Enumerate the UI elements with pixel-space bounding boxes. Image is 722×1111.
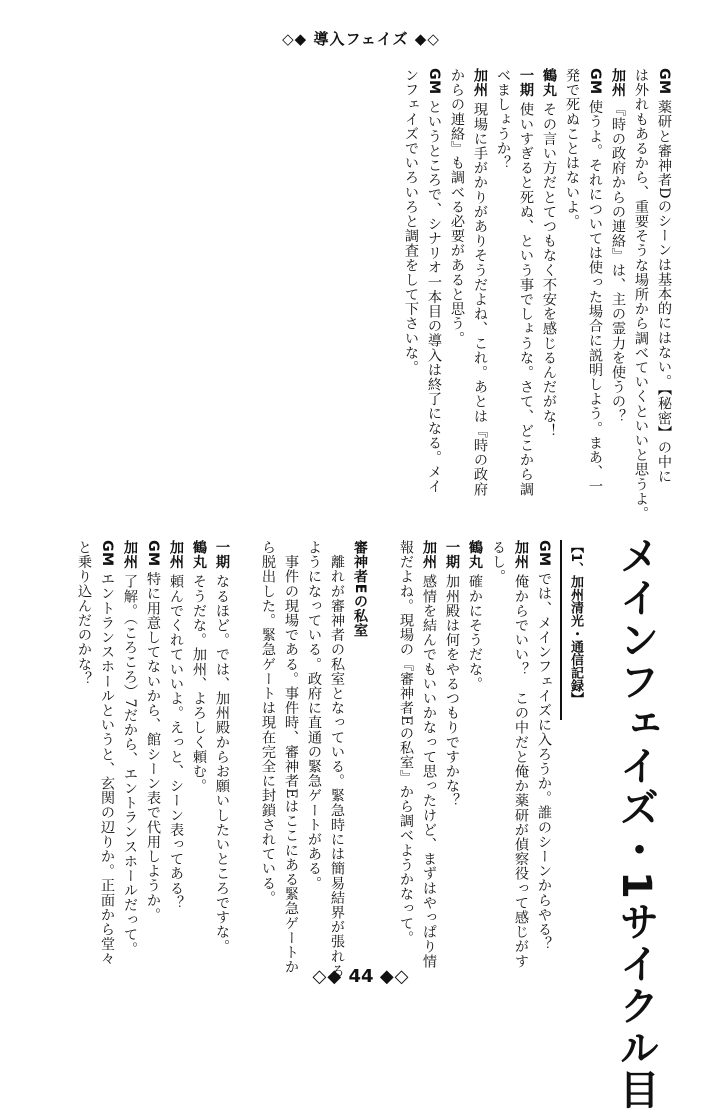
dialogue-line xyxy=(560,68,583,508)
dialogue-text: ンフェイズでいろいろと調査をして下さいな。 xyxy=(403,68,419,375)
dialogue-text: 加州殿は何をやるつもりですかな？ xyxy=(444,574,460,808)
dialogue-text: 使うよ。それについては使った場合に説明しよう。まあ、一 xyxy=(587,99,603,494)
dialogue-line xyxy=(445,68,468,508)
dialogue-line xyxy=(629,68,652,521)
speaker-label: GM xyxy=(99,540,115,567)
chapter-title: メインフェイズ・1サイクル目 xyxy=(613,535,659,1111)
dialogue-text: というところで、シナリオ一本目の導入は終了になる。メイ xyxy=(426,99,442,494)
speaker-label: 加州 xyxy=(421,540,437,570)
dialogue-line xyxy=(118,540,141,957)
header-left-ornament: ◇◆ xyxy=(282,30,308,48)
dialogue-text: では、メインフェイズに入ろうか。誰のシーンからやる？ xyxy=(536,571,552,952)
dialogue-text: エントランスホールというと、玄関の辺りか。正面から堂々 xyxy=(99,571,115,966)
top-dialogue-block xyxy=(403,68,675,521)
speaker-label: GM xyxy=(587,68,603,95)
speaker-label: 一期 xyxy=(214,540,230,570)
dialogue-line xyxy=(233,540,256,940)
dialogue-line xyxy=(417,540,440,969)
dialogue-text: 離れが審神者の私室となっている。緊急時には簡易結界が張れる xyxy=(329,540,345,978)
page-footer xyxy=(0,966,722,987)
speaker-label: 鶴丸 xyxy=(467,540,483,570)
dialogue-line xyxy=(164,540,187,940)
speaker-label: 加州 xyxy=(168,540,184,570)
speaker-label: 一期 xyxy=(518,68,534,98)
dialogue-line xyxy=(325,540,348,978)
section-title: 【1、加州清光・通信記録】 xyxy=(560,540,588,720)
footer-right-ornament: ◆◇ xyxy=(379,966,410,987)
dialogue-line xyxy=(95,540,118,966)
speaker-label: 加州 xyxy=(472,68,488,98)
dialogue-text: 報だよね。現場の『審神者Eの私室』から調べようかなって。 xyxy=(398,540,414,945)
dialogue-line xyxy=(440,540,463,940)
dialogue-line xyxy=(279,540,302,975)
dialogue-line xyxy=(491,68,514,508)
speaker-label: 加州 xyxy=(610,68,626,98)
dialogue-line xyxy=(652,68,675,508)
footer-left-ornament: ◇◆ xyxy=(312,966,343,987)
dialogue-text: 了解。（ころころ）7だから、エントランスホールだって。 xyxy=(122,574,138,957)
dialogue-text: 『時の政府からの連絡』は、主の霊力を使うの？ xyxy=(610,102,626,424)
speaker-label: 一期 xyxy=(444,540,460,570)
dialogue-line xyxy=(187,540,210,940)
dialogue-line xyxy=(210,540,233,954)
speaker-label: GM xyxy=(656,68,672,95)
dialogue-text: べましょうか？ xyxy=(495,68,511,171)
dialogue-text: ようになっている。政府に直通の緊急ゲートがある。 xyxy=(306,540,322,891)
dialogue-text: は外れもあるから、重要そうな場所から調べていくといいと思うよ。 xyxy=(633,68,649,521)
dialogue-text: 感情を結んでもいいかなって思ったけど、まずはやっぱり情 xyxy=(421,574,437,969)
dialogue-line xyxy=(256,540,279,940)
speaker-label: GM xyxy=(426,68,442,95)
dialogue-line xyxy=(141,540,164,940)
dialogue-text: なるほど。では、加州殿からお願いしたいところですな。 xyxy=(214,574,230,954)
dialogue-text: 使いすぎると死ぬ、という事でしょうな。さて、どこから調 xyxy=(518,102,534,497)
location-heading: 審神者Eの私室 xyxy=(352,540,368,638)
dialogue-text: 薬研と審神者Dのシーンは基本的にはない。【秘密】の中に xyxy=(656,99,672,484)
dialogue-line xyxy=(509,540,532,969)
dialogue-text: そうだな。加州、よろしく頼む。 xyxy=(191,574,207,794)
speaker-label: 鶴丸 xyxy=(191,540,207,570)
dialogue-text: 頼んでくれていいよ。えっと、シーン表ってある？ xyxy=(168,574,184,911)
page-number: 44 xyxy=(348,966,374,987)
dialogue-text: と乗り込んだのかな？ xyxy=(76,540,92,686)
header-right-ornament: ◆◇ xyxy=(414,30,440,48)
dialogue-line xyxy=(302,540,325,940)
dialogue-line xyxy=(514,68,537,508)
dialogue-line xyxy=(399,68,422,508)
speaker-label: GM xyxy=(536,540,552,567)
dialogue-text: その言い方だとてつもなく不安を感じるんだがな！ xyxy=(541,102,557,439)
dialogue-text: 特に用意してないから、館シーン表で代用しようか。 xyxy=(145,571,161,922)
dialogue-line xyxy=(532,540,555,952)
dialogue-line xyxy=(463,540,486,940)
running-header xyxy=(0,28,722,49)
dialogue-text: からの連絡』も調べる必要があると思う。 xyxy=(449,68,465,346)
dialogue-line xyxy=(422,68,445,508)
speaker-label: 加州 xyxy=(513,540,529,570)
dialogue-line xyxy=(583,68,606,508)
dialogue-line xyxy=(371,540,394,940)
dialogue-line xyxy=(486,540,509,940)
dialogue-text: 確かにそうだな。 xyxy=(467,574,483,692)
speaker-label: 加州 xyxy=(122,540,138,570)
speaker-label: GM xyxy=(145,540,161,567)
dialogue-text: 現場に手がかりがありそうだよね、これ。あとは『時の政府 xyxy=(472,102,488,497)
speaker-label: 鶴丸 xyxy=(541,68,557,98)
dialogue-text: ら脱出した。緊急ゲートは現在完全に封鎖されている。 xyxy=(260,540,276,905)
dialogue-line xyxy=(394,540,417,945)
dialogue-line xyxy=(606,68,629,508)
dialogue-text: 俺からでいい？ この中だと俺か薬研が偵察役って感じがす xyxy=(513,574,529,969)
dialogue-line xyxy=(72,540,95,940)
dialogue-text: るし。 xyxy=(490,540,506,584)
dialogue-text: 事件の現場である。事件時、審神者Eはここにある緊急ゲートか xyxy=(283,540,299,975)
dialogue-text: 発で死ぬことはないよ。 xyxy=(564,68,580,229)
header-title: 導入フェイズ xyxy=(313,30,409,48)
dialogue-line xyxy=(468,68,491,508)
dialogue-line xyxy=(537,68,560,508)
